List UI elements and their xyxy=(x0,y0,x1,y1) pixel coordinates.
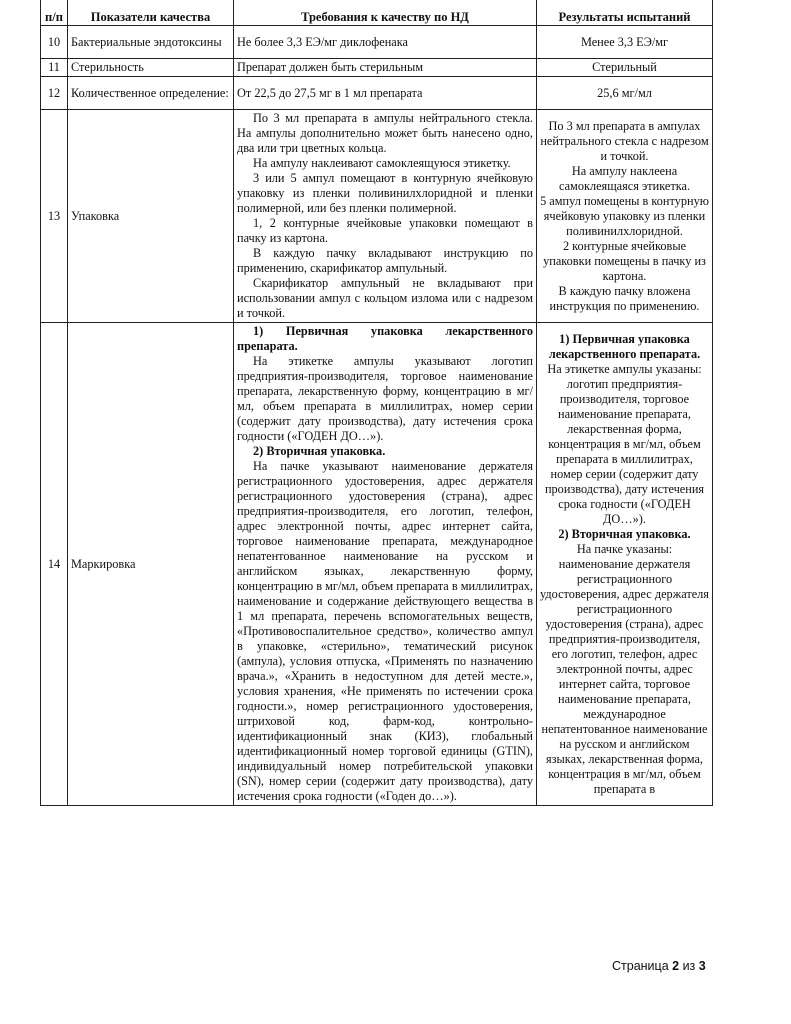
table-row xyxy=(41,323,713,806)
result-paragraph: На пачке указаны: наименование держателя регистрационного удостоверения, адрес держателя регистрационного удостоверения (страна), адрес предприятия-производителя, его логотип, телефон, адрес электронной почты, адрес интернет сайта, торговое наименование препарата, международное непатентованное наименование на русском и английском языках, лекарственная форма, концентрация в мг/мл, объем препарата в xyxy=(540,541,709,796)
requirement-paragraph: В каждую пачку вкладывают инструкцию по применению, скарификатор ампульный. xyxy=(237,246,533,275)
header-num: п/п xyxy=(41,0,68,26)
result-paragraph: На этикетке ампулы указаны: логотип предприятия-производителя, торговое наименование препарата, лекарственная форма, концентрация в мг/мл, объем препарата в миллилитрах, номер серии (содержит дату производства), дату истечения срока годности («ГОДЕН ДО…»). xyxy=(544,361,705,526)
row-requirement: Препарат должен быть стерильным xyxy=(234,59,537,77)
page-footer xyxy=(612,959,706,973)
requirement-heading: 2) Вторичная упаковка. xyxy=(253,444,386,458)
requirement-paragraph: По 3 мл препарата в ампулы нейтрального стекла. На ампулы дополнительно может быть нанесено одно, два или три цветных кольца. xyxy=(237,111,533,155)
requirement-heading: 1) Первичная упаковка лекарственного препарата. xyxy=(237,324,533,353)
requirement-paragraph: 1, 2 контурные ячейковые упаковки помещают в пачку из картона. xyxy=(237,216,533,245)
row-result xyxy=(537,323,713,806)
table-row xyxy=(41,110,713,323)
result-paragraph: 2 контурные ячейковые упаковки помещены в пачку из картона. xyxy=(543,238,706,283)
table-row xyxy=(41,59,713,77)
row-result: Стерильный xyxy=(537,59,713,77)
result-heading: 1) Первичная упаковка лекарственного препарата. xyxy=(548,331,701,361)
row-indicator: Маркировка xyxy=(68,323,234,806)
row-indicator: Количественное определение: xyxy=(68,77,234,110)
table-row xyxy=(41,77,713,110)
requirement-paragraph: На пачке указывают наименование держателя регистрационного удостоверения, адрес держателя регистрационного удостоверения (страна), адрес предприятия-производителя, его логотип, телефон, адрес электронной почты, адрес интернет сайта, торговое наименование препарата, международное непатентованное наименование на русском и английском языках, лекарственную форму, концентрацию в мг/мл, объем препарата в миллилитрах, наименование и содержание действующего вещества в 1 мл препарата, перечень вспомогательных веществ, «Противовоспалительное средство», количество ампул в упаковке, «стерильно», тематический рисунок (ампула), условия отпуска, «Применять по назначению врача.», «Хранить в недоступном для детей месте.», условия хранения, «Не применять по истечении срока годности.», номер регистрационного удостоверения, штриховой код, фарм-код, контрольно-идентификационный знак (КИЗ), глобальный идентификационный номер торговой единицы (GTIN), индивидуальный номер потребительской упаковки (SN), номер серии (содержит дату производства), дату истечения срока годности («Годен до…»). xyxy=(237,459,533,803)
result-paragraph: В каждую пачку вложена инструкция по применению. xyxy=(549,283,700,313)
row-indicator: Стерильность xyxy=(68,59,234,77)
header-indicator: Показатели качества xyxy=(68,0,234,26)
requirement-paragraph: Скарификатор ампульный не вкладывают при использовании ампул с кольцом излома или с надрезом и точкой. xyxy=(237,276,533,320)
row-result: 25,6 мг/мл xyxy=(537,77,713,110)
row-indicator: Упаковка xyxy=(68,110,234,323)
row-requirement: Не более 3,3 ЕЭ/мг диклофенака xyxy=(234,26,537,59)
header-results: Результаты испытаний xyxy=(537,0,713,26)
row-num: 13 xyxy=(41,110,68,323)
footer-total-pages: 3 xyxy=(698,959,706,973)
row-num: 10 xyxy=(41,26,68,59)
table-header-row xyxy=(41,0,713,26)
row-result xyxy=(537,110,713,323)
result-heading: 2) Вторичная упаковка. xyxy=(558,526,691,541)
row-num: 14 xyxy=(41,323,68,806)
result-paragraph: На ампулу наклеена самоклеящаяся этикетка. xyxy=(558,163,691,193)
table-row xyxy=(41,26,713,59)
header-requirements: Требования к качеству по НД xyxy=(234,0,537,26)
quality-table xyxy=(40,0,713,806)
row-num: 11 xyxy=(41,59,68,77)
row-requirement: От 22,5 до 27,5 мг в 1 мл препарата xyxy=(234,77,537,110)
requirement-paragraph: На этикетке ампулы указывают логотип предприятия-производителя, торговое наименование препарата, лекарственную форму, концентрацию в мг/мл, объем препарата в миллилитрах, номер серии (содержит дату производства), дату истечения срока годности («ГОДЕН ДО…»). xyxy=(237,354,533,443)
row-result: Менее 3,3 ЕЭ/мг xyxy=(537,26,713,59)
footer-prefix: Страница xyxy=(612,959,669,973)
row-requirement xyxy=(234,110,537,323)
row-indicator: Бактериальные эндотоксины xyxy=(68,26,234,59)
row-requirement xyxy=(234,323,537,806)
footer-current-page: 2 xyxy=(672,959,680,973)
requirement-paragraph: На ампулу наклеивают самоклеящуюся этикетку. xyxy=(253,156,511,170)
footer-middle: из xyxy=(682,959,696,973)
result-paragraph: 5 ампул помещены в контурную ячейковую упаковку из пленки поливинилхлоридной. xyxy=(540,193,709,238)
requirement-paragraph: 3 или 5 ампул помещают в контурную ячейковую упаковку из пленки поливинилхлоридной и пленки полимерной, или без пленки полимерной. xyxy=(237,171,533,215)
result-paragraph: По 3 мл препарата в ампулах нейтрального стекла с надрезом и точкой. xyxy=(540,118,709,163)
row-num: 12 xyxy=(41,77,68,110)
